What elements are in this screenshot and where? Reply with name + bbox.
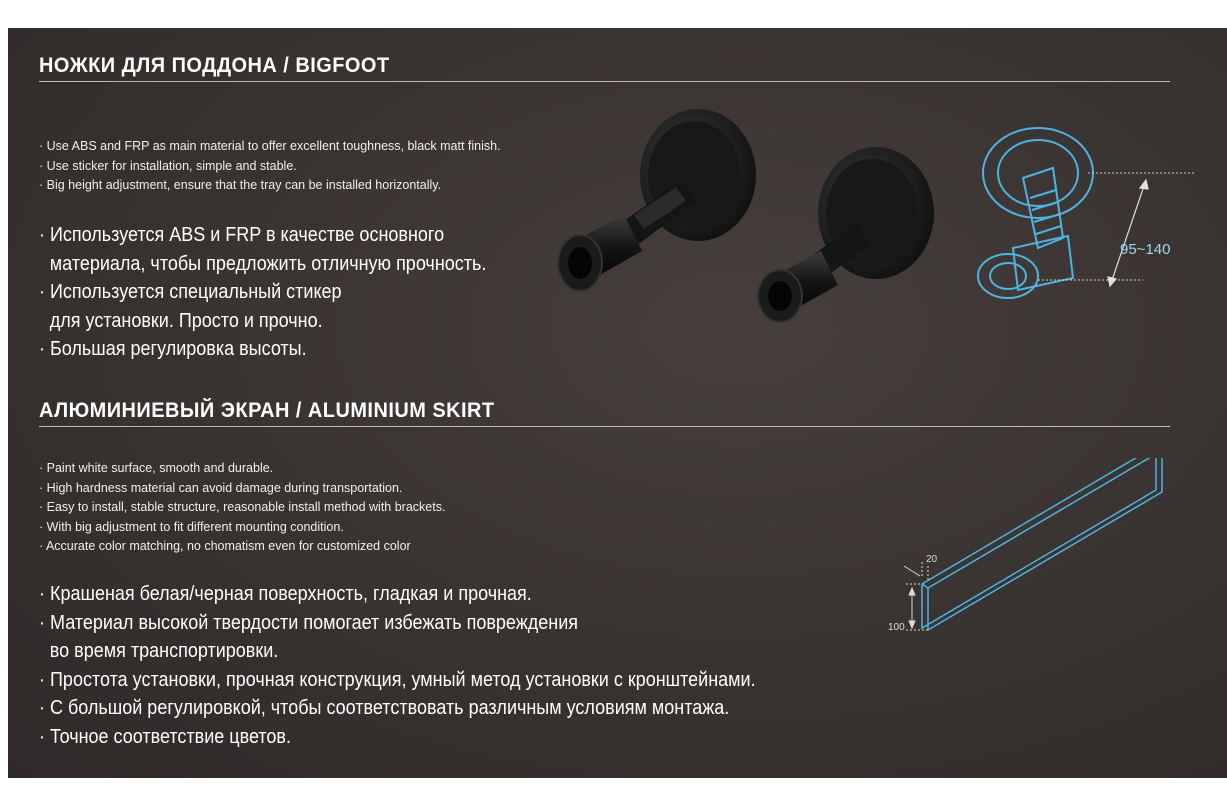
list-item: · Easy to install, stable structure, reasonable install method with brackets. xyxy=(39,500,446,514)
list-item: · Крашеная белая/черная поверхность, гладкая и прочная. xyxy=(39,583,532,605)
list-item: · High hardness material can avoid damage during transportation. xyxy=(39,480,403,495)
section-divider xyxy=(39,81,1170,82)
bigfoot-leg-photo xyxy=(546,103,966,323)
section-title-bigfoot: НОЖКИ ДЛЯ ПОДДОНА / BIGFOOT xyxy=(39,54,390,77)
list-item: · Простота установки, прочная конструкция, умный метод установки с кронштейнами. xyxy=(39,668,756,691)
list-item: · Используется ABS и FRP в качестве основного xyxy=(39,224,445,246)
list-item: материала, чтобы предложить отличную прочность. xyxy=(49,252,487,275)
thickness-label: 20 xyxy=(926,554,938,565)
list-item: · Точное соответствие цветов. xyxy=(39,725,291,748)
list-item: · Используется специальный стикер xyxy=(39,281,342,303)
skirt-russian-features xyxy=(39,580,939,751)
list-item: во время транспортировки. xyxy=(49,640,279,662)
section-divider xyxy=(39,426,1170,427)
bigfoot-english-features xyxy=(39,137,501,196)
list-item: · With big adjustment to fit different mounting condition. xyxy=(39,519,344,534)
list-item: · Accurate color matching, no chomatism even for customized color xyxy=(39,539,411,553)
skirt-english-features xyxy=(39,459,445,557)
section-title-aluminium-skirt: АЛЮМИНИЕВЫЙ ЭКРАН / ALUMINIUM SKIRT xyxy=(39,399,495,422)
dimension-label: 95~140 xyxy=(1120,241,1171,258)
list-item: · Use sticker for installation, simple and stable. xyxy=(39,158,297,173)
bigfoot-dimension-drawing xyxy=(968,118,1198,318)
list-item: · Big height adjustment, ensure that the tray can be installed horizontally. xyxy=(39,178,442,192)
list-item: · Use ABS and FRP as main material to offer excellent toughness, black matt finish. xyxy=(39,139,501,153)
product-panel xyxy=(8,28,1227,778)
bigfoot-russian-features xyxy=(39,221,536,364)
list-item: · Материал высокой твердости помогает избежать повреждения xyxy=(39,611,579,634)
skirt-dimension-drawing xyxy=(876,458,1166,648)
height-label: 100 xyxy=(888,622,905,633)
list-item: для установки. Просто и прочно. xyxy=(49,309,323,332)
list-item: · С большой регулировкой, чтобы соответствовать различным условиям монтажа. xyxy=(39,697,730,719)
list-item: · Paint white surface, smooth and durable. xyxy=(39,461,274,475)
list-item: · Большая регулировка высоты. xyxy=(39,338,307,360)
